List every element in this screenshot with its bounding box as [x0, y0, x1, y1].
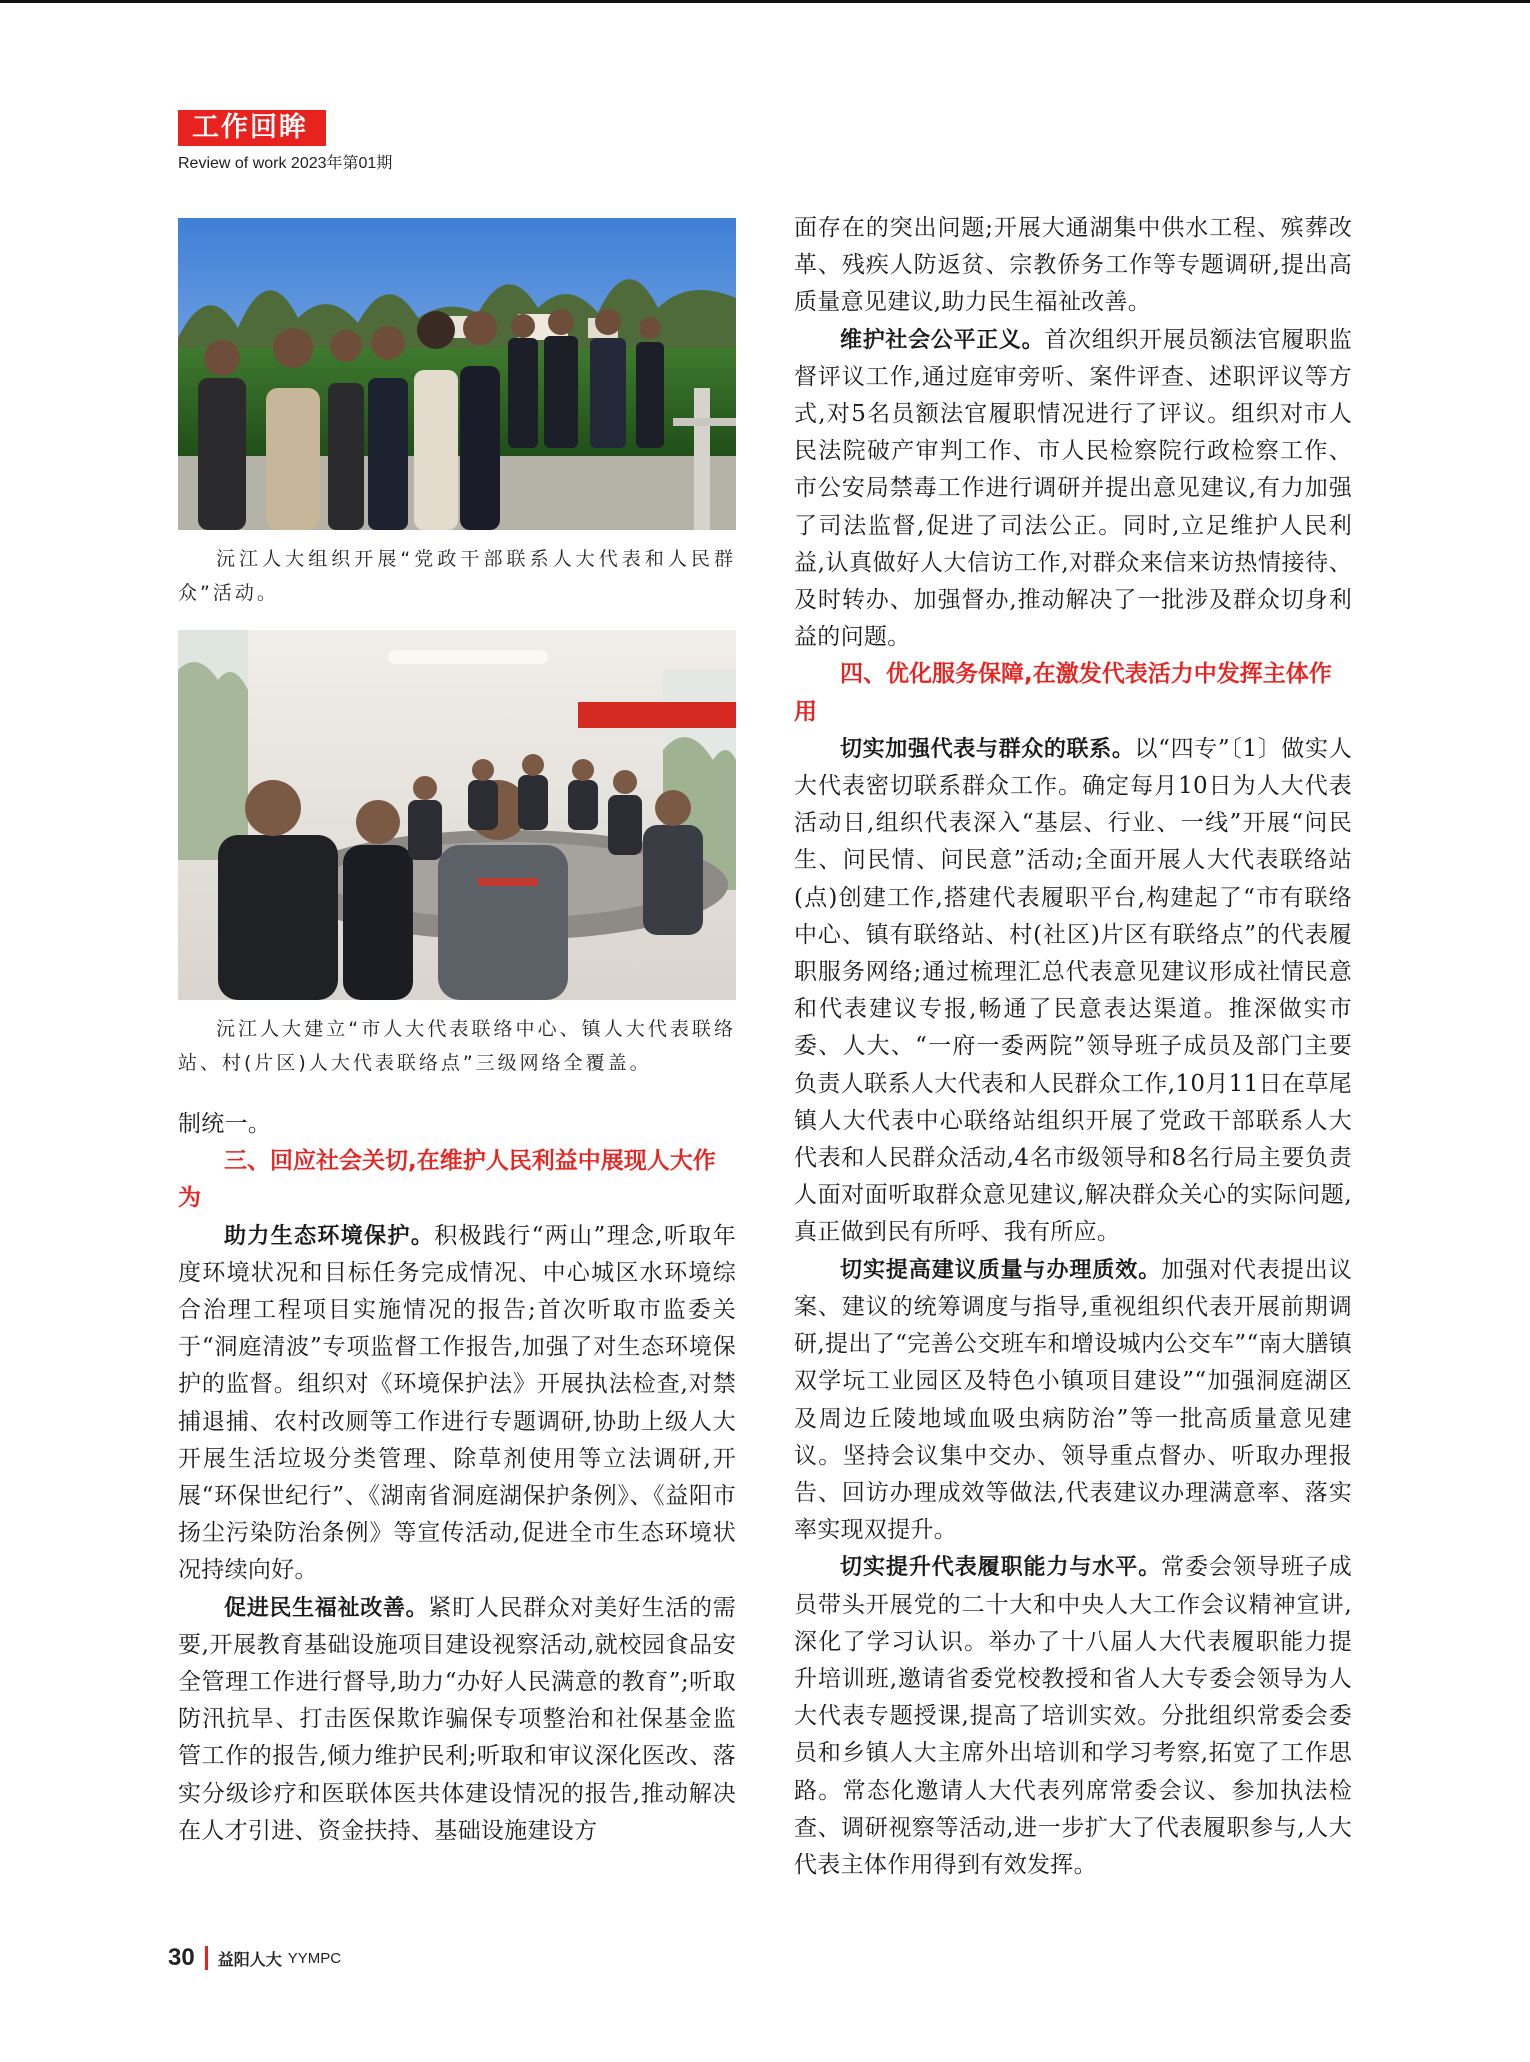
photo-meeting [178, 630, 736, 1000]
paragraph-proposals-text: 加强对代表提出议案、建议的统筹调度与指导,重视组织代表开展前期调研,提出了“完善公交班车和增设城内公交车”“南大膳镇双学坃工业园区及特色小镇项目建设”“加强洞庭湖区及周边丘陵地域血吸虫病防治”等一批高质量意见建议。坚持会议集中交办、领导重点督办、听取办理报告、回访办理成效等做法,代表建议办理满意率、落实率实现双提升。 [794, 1256, 1353, 1544]
photo-caption-1: 沅江人大组织开展“党政干部联系人大代表和人民群众”活动。 [178, 548, 736, 604]
paragraph-liaison [794, 731, 1352, 1252]
issue-subtitle: Review of work 2023年第01期 [178, 155, 393, 172]
paragraph-livelihood-text: 紧盯人民群众对美好生活的需要,开展教育基础设施项目建设视察活动,就校园食品安全管理工作进行督导,助力“办好人民满意的教育”;听取防汛抗旱、打击医保欺诈骗保专项整治和社保基金监管工作的报告,倾力维护民利;听取和审议深化医改、落实分级诊疗和医联体医共体建设情况的报告,推动解决在人才引进、资金扶持、基础设施建设方 [178, 1594, 736, 1844]
page-footer [168, 1944, 341, 1972]
continuation-text-left: 制统一。 [178, 1111, 272, 1137]
right-column [794, 210, 1352, 1884]
masthead [178, 110, 778, 173]
left-column [178, 218, 736, 1850]
magazine-code: YYMPC [287, 1949, 342, 1967]
paragraph-capacity-lead: 切实提升代表履职能力与水平。 [840, 1555, 1162, 1581]
meeting-photo-image [178, 630, 736, 1000]
photo-caption-2: 沅江人大建立“市人大代表联络中心、镇人大代表联络站、村(片区)人大代表联络点”三级网络全覆盖。 [178, 1018, 736, 1074]
section3-heading: 三、回应社会关切,在维护人民利益中展现人大作为 [178, 1148, 716, 1212]
paragraph-justice-text: 首次组织开展员额法官履职监督评议工作,通过庭审旁听、案件评查、述职评议等方式,对5名员额法官履职情况进行了评议。组织对市人民法院破产审判工作、市人民检察院行政检察工作、市公安局禁毒工作进行调研并提出意见建议,有力加强了司法监督,促进了司法公正。同时,立足维护人民利益,认真做好人大信访工作,对群众来信来访热情接待、及时转办、加强督办,推动解决了一批涉及群众切身利益的问题。 [794, 326, 1352, 651]
section4-heading: 四、优化服务保障,在激发代表活力中发挥主体作用 [794, 661, 1332, 725]
paragraph-ecology-text: 积极践行“两山”理念,听取年度环境状况和目标任务完成情况、中心城区水环境综合治理工程项目实施情况的报告;首次听取市监委关于“洞庭清波”专项监督工作报告,加强了对生态环境保护的监督。组织对《环境保护法》开展执法检查,对禁捕退捕、农村改厕等工作进行专题调研,协助上级人大开展生活垃圾分类管理、除草剂使用等立法调研,开展“环保世纪行”、《湖南省洞庭湖保护条例》、《益阳市扬尘污染防治条例》等宣传活动,促进全市生态环境状况持续向好。 [178, 1222, 736, 1584]
paragraph-capacity-text: 常委会领导班子成员带头开展党的二十大和中央人大工作会议精神宣讲,深化了学习认识。举办了十八届人大代表履职能力提升培训班,邀请省委党校教授和省人大专委会领导为人大代表专题授课,提高了培训实效。分批组织常委会委员和乡镇人大主席外出培训和学习考察,拓宽了工作思路。常态化邀请人大代表列席常委会议、参加执法检查、调研视察等活动,进一步扩大了代表履职参与,人大代表主体作用得到有效发挥。 [794, 1554, 1353, 1878]
paragraph-capacity [794, 1549, 1352, 1884]
paragraph-proposals-lead: 切实提高建议质量与办理质效。 [840, 1257, 1162, 1283]
magazine-name: 益阳人大 [217, 1949, 282, 1969]
paragraph-justice-lead: 维护社会公平正义。 [840, 327, 1045, 353]
paragraph-liaison-lead: 切实加强代表与群众的联系。 [840, 736, 1135, 762]
continuation-text-right: 面存在的突出问题;开展大通湖集中供水工程、殡葬改革、残疾人防返贫、宗教侨务工作等专题调研,提出高质量意见建议,助力民生福祉改善。 [794, 215, 1352, 316]
page-number: 30 [168, 1944, 195, 1971]
footer-divider [205, 1946, 208, 1970]
paragraph-liaison-text: 以“四专”〔1〕做实人大代表密切联系群众工作。确定每月10日为人大代表活动日,组织代表深入“基层、行业、一线”开展“问民生、问民情、问民意”活动;全面开展人大代表联络站(点)创建工作,搭建代表履职平台,构建起了“市有联络中心、镇有联络站、村(社区)片区有联络点”的代表履职服务网络;通过梳理汇总代表意见建议形成社情民意和代表建议专报,畅通了民意表达渠道。推深做实市委、人大、“一府一委两院”领导班子成员及部门主要负责人联系人大代表和人民群众工作,10月11日在草尾镇人大代表中心联络站组织开展了党政干部联系人大代表和人民群众活动,4名市级领导和8名行局主要负责人面对面听取群众意见建议,解决群众关心的实际问题,真正做到民有所呼、我有所应。 [794, 735, 1353, 1246]
paragraph-ecology [178, 1218, 736, 1590]
section-tag: 工作回眸 [178, 110, 326, 146]
top-rule [0, 0, 1530, 3]
paragraph-proposals [794, 1252, 1352, 1550]
paragraph-justice [794, 322, 1352, 657]
paragraph-ecology-lead: 助力生态环境保护。 [224, 1223, 435, 1249]
paragraph-livelihood [178, 1590, 736, 1850]
paragraph-livelihood-lead: 促进民生福祉改善。 [224, 1595, 429, 1621]
photo-field-visit [178, 218, 736, 530]
field-visit-photo-image [178, 218, 736, 530]
